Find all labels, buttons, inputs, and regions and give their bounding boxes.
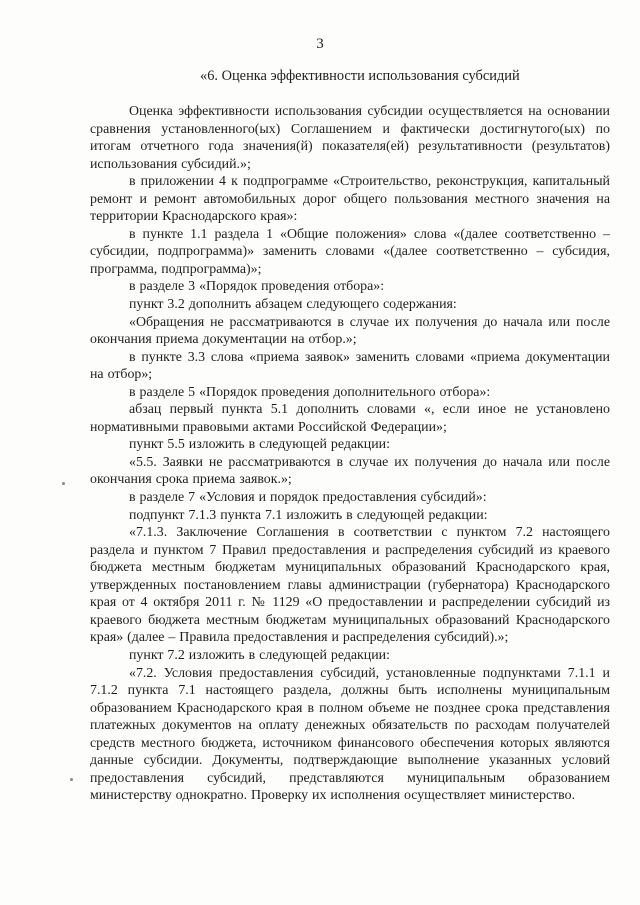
paragraph: в разделе 7 «Условия и порядок предоставления субсидий»: [129, 490, 487, 506]
paragraph: подпункт 7.1.3 пункта 7.1 изложить в следующей редакции: [129, 507, 488, 523]
scan-speck [70, 778, 73, 781]
paragraph: в разделе 3 «Порядок проведения отбора»: [129, 279, 385, 295]
page-number: 3 [316, 36, 324, 52]
paragraph: пункт 7.2 изложить в следующей редакции: [129, 647, 390, 663]
paragraph: «Обращения не рассматриваются в случае их получения до начала или после окончания приема документации на отбор.»; [90, 314, 610, 348]
document-body [90, 103, 610, 805]
paragraph: абзац первый пункта 5.1 дополнить словами «, если иное не установлено нормативными правовыми актами Российской Федерации»; [90, 402, 610, 435]
paragraph: Оценка эффективности использования субсидии осуществляется на основании сравнения установленного(ых) Соглашением и фактически достигнутого(ых) по итогам отчетного года значения(й) показателя(ей) результативности (результатов) использования субсидий.»; [90, 104, 610, 172]
paragraph: «7.2. Условия предоставления субсидий, установленные подпунктами 7.1.1 и 7.1.2 пункта 7.1 настоящего раздела, должны быть исполнены муниципальным образованием Краснодарского края в полном объеме не позднее срока представления платежных документов на оплату денежных обязательств по расходам получателей средств местного бюджета, источником финансового обеспечения которых являются данные субсидии. Документы, подтверждающие выполнение указанных условий предоставления субсидий, представляются муниципальным образованием министерству однократно. Проверку их исполнения осуществляет министерство. [90, 665, 610, 804]
paragraph: пункт 5.5 изложить в следующей редакции: [129, 437, 390, 453]
paragraph: в пункте 1.1 раздела 1 «Общие положения» слова «(далее соответственно – субсидии, подпрограмма)» заменить словами «(далее соответственно – субсидия, программа, подпрограмма)»; [90, 226, 610, 277]
paragraph: в разделе 5 «Порядок проведения дополнительного отбора»: [129, 384, 491, 400]
paragraph: в пункте 3.3 слова «приема заявок» заменить словами «приема документации на отбор»; [90, 349, 610, 383]
paragraph: в приложении 4 к подпрограмме «Строительство, реконструкция, капитальный ремонт и ремонт автомобильных дорог общего пользования местного значения на территории Краснодарского края»: [90, 174, 610, 225]
paragraph: пункт 3.2 дополнить абзацем следующего содержания: [129, 297, 457, 313]
paragraph: «7.1.3. Заключение Соглашения в соответствии с пунктом 7.2 настоящего раздела и пунктом 7 Правил предоставления и распределения субсидий из краевого бюджета местным бюджетам муниципальных образований Краснодарского края, утвержденных постановлением главы администрации (губернатора) Краснодарского края от 4 октября 2011 г. № 1129 «О предоставлении и распределении субсидий из краевого бюджета местным бюджетам муниципальных образований Краснодарского края» (далее – Правила предоставления и распределения субсидий).»; [90, 525, 610, 646]
paragraph: «5.5. Заявки не рассматриваются в случае их получения до начала или после окончания срока приема заявок.»; [90, 454, 610, 488]
section-heading: «6. Оценка эффективности использования субсидий [200, 68, 520, 84]
scan-speck [62, 482, 65, 485]
